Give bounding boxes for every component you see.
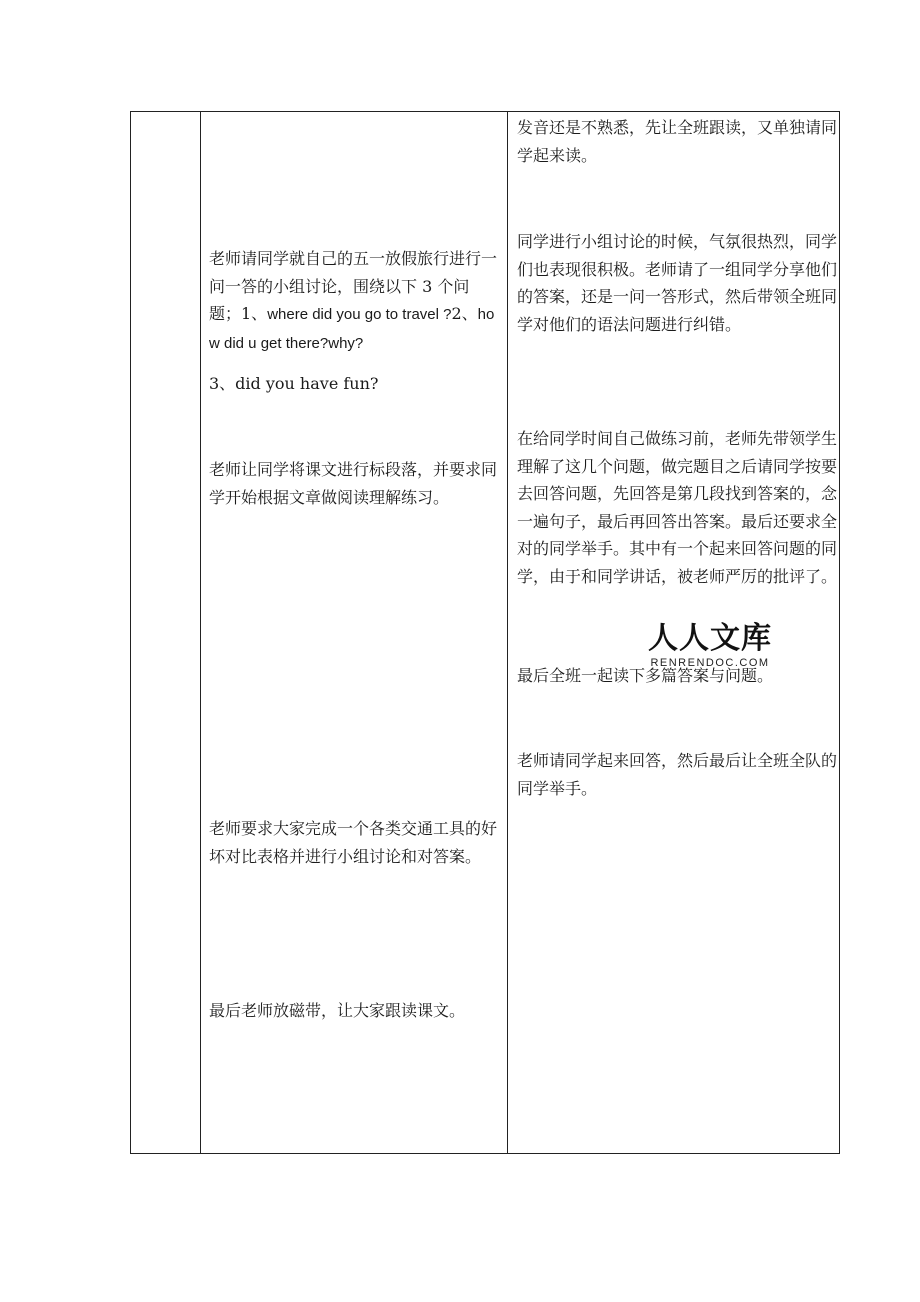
watermark-main-text: 人人文库: [648, 621, 772, 656]
renrendoc-watermark-logo: [645, 621, 775, 669]
teaching-step-question-3: 3、did you have fun?: [209, 374, 379, 393]
observation-discussion: 同学进行小组讨论的时候，气氛很热烈，同学们也表现很积极。老师请了一组同学分享他们的答案，还是一问一答形式，然后带领全班同学对他们的语法问题进行纠错。: [517, 232, 838, 334]
teaching-step-transport-table: 老师要求大家完成一个各类交通工具的好坏对比表格并进行小组讨论和对答案。: [209, 819, 498, 866]
teaching-step-tape-reading: 最后老师放磁带，让大家跟读课文。: [209, 1001, 466, 1020]
column-divider-2: [507, 111, 508, 1154]
observation-read-aloud: 最后全班一起读下多篇答案与问题。: [517, 666, 774, 685]
teaching-step-reading-exercise: 老师让同学将课文进行标段落，并要求同学开始根据文章做阅读理解练习。: [209, 460, 498, 507]
observation-exercise: 在给同学时间自己做练习前，老师先带领学生理解了这几个问题，做完题目之后请同学按要去回答问题，先回答是第几段找到答案的，念一遍句子，最后再回答出答案。最后还要求全对的同学举手。其中有一个起来回答问题的同学，由于和同学讲话，被老师严厉的批评了。: [517, 429, 838, 586]
teaching-step-group-discussion: 老师请同学就自己的五一放假旅行进行一问一答的小组讨论，围绕以下 3 个问题；1、where did you go to travel ?2、how did u get there?why?: [209, 249, 498, 352]
observation-pronunciation: 发音还是不熟悉，先让全班跟读，又单独请同学起来读。: [517, 118, 838, 165]
observation-answer: 老师请同学起来回答，然后最后让全班全队的同学举手。: [517, 751, 838, 798]
column-divider-1: [200, 111, 201, 1154]
watermark-sub-text: RENRENDOC.COM: [650, 657, 770, 669]
